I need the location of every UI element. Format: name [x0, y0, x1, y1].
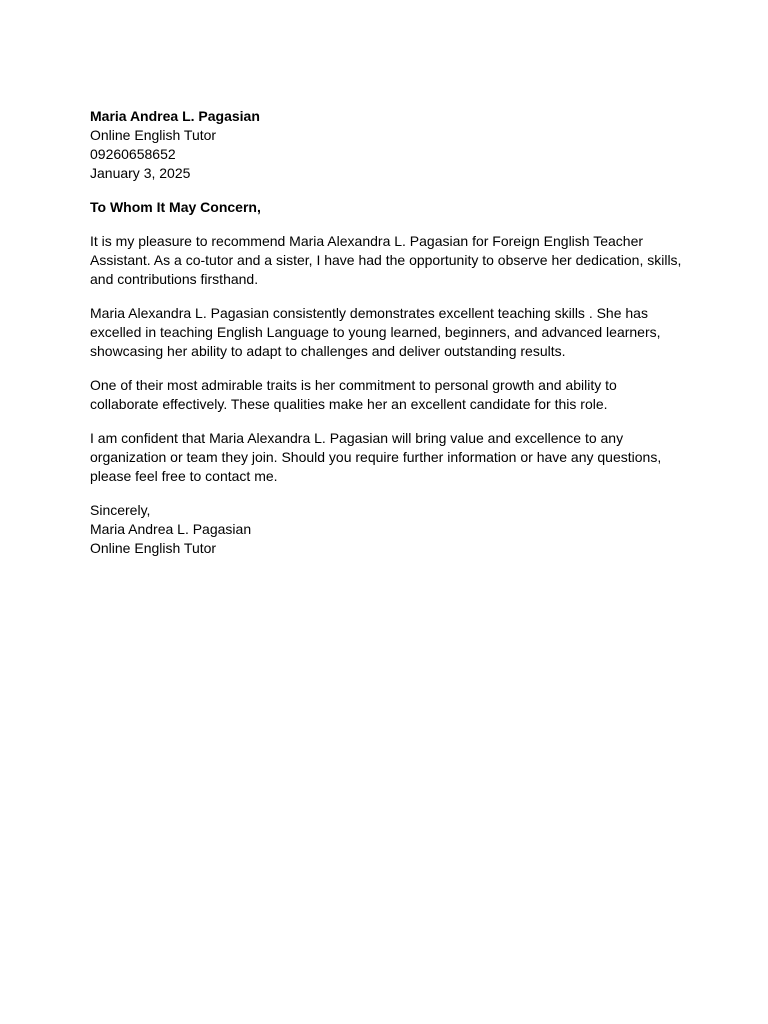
paragraph-line: Assistant. As a co-tutor and a sister, I have had the opportunity to observe her dedication, skills, — [90, 252, 682, 268]
sender-block — [90, 107, 690, 183]
salutation: To Whom It May Concern, — [90, 199, 261, 215]
paragraph-line: organization or team they join. Should you require further information or have any questions, — [90, 449, 662, 465]
paragraph-intro — [90, 232, 690, 289]
paragraph-line: One of their most admirable traits is her commitment to personal growth and ability to — [90, 377, 617, 393]
paragraph-line: I am confident that Maria Alexandra L. Pagasian will bring value and excellence to any — [90, 430, 624, 446]
valediction: Sincerely, — [90, 502, 151, 518]
sender-phone: 09260658652 — [90, 146, 176, 162]
signature-title: Online English Tutor — [90, 540, 217, 556]
letter-date: January 3, 2025 — [90, 165, 191, 181]
paragraph-line: please feel free to contact me. — [90, 468, 278, 484]
sender-title: Online English Tutor — [90, 127, 217, 143]
paragraph-traits — [90, 376, 690, 414]
paragraph-line: showcasing her ability to adapt to challenges and deliver outstanding results. — [90, 343, 566, 359]
paragraph-conclusion — [90, 429, 690, 486]
paragraph-line: excelled in teaching English Language to young learned, beginners, and advanced learners, — [90, 324, 661, 340]
paragraph-skills — [90, 304, 690, 361]
letter-body — [90, 107, 690, 558]
paragraph-line: Maria Alexandra L. Pagasian consistently demonstrates excellent teaching skills . She has — [90, 305, 648, 321]
paragraph-line: and contributions firsthand. — [90, 271, 259, 287]
signature-name: Maria Andrea L. Pagasian — [90, 521, 252, 537]
paragraph-line: collaborate effectively. These qualities make her an excellent candidate for this role. — [90, 396, 608, 412]
closing-block — [90, 501, 690, 558]
sender-name: Maria Andrea L. Pagasian — [90, 108, 260, 124]
paragraph-line: It is my pleasure to recommend Maria Alexandra L. Pagasian for Foreign English Teacher — [90, 233, 644, 249]
